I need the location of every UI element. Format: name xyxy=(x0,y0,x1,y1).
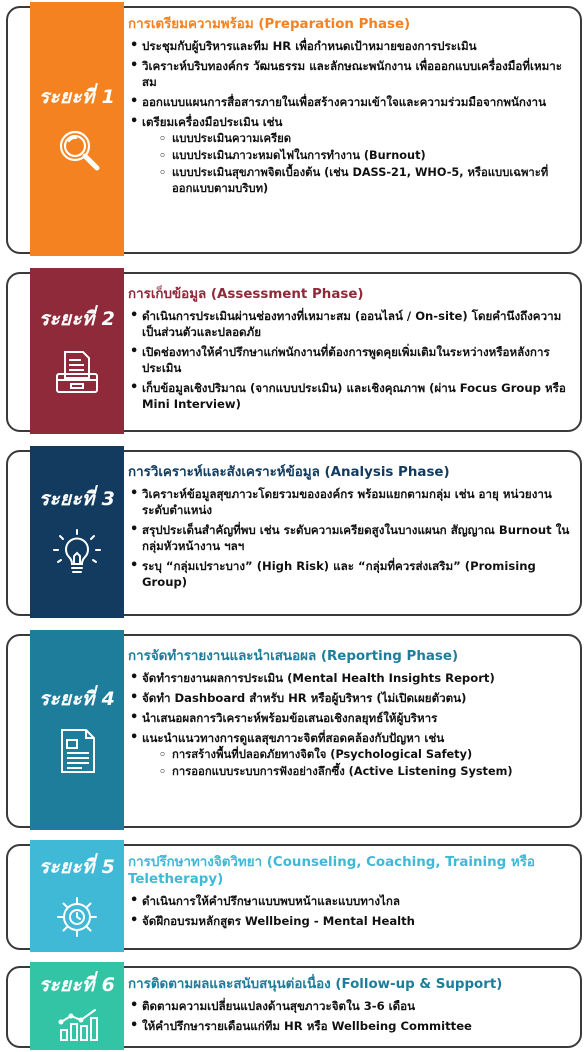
phase-3 xyxy=(0,446,585,618)
list-item: • นำเสนอผลการวิเคราะห์พร้อมข้อเสนอเชิงกลยุทธ์ให้ผู้บริหาร xyxy=(128,710,571,726)
list-item: • ระบุ “กลุ่มเปราะบาง” (High Risk) และ “กลุ่มที่ควรส่งเสริม” (Promising Group) xyxy=(128,558,571,590)
phase-label: ระยะที่ 5 xyxy=(38,856,116,878)
list-item: • ดำเนินการประเมินผ่านช่องทางที่เหมาะสม (ออนไลน์ / On-site) โดยคำนึงถึงความเป็นส่วนตัวและปลอดภัย xyxy=(128,308,571,340)
phase-title: การปรึกษาทางจิตวิทยา (Counseling, Coaching, Training หรือ Teletherapy) xyxy=(128,855,535,887)
list-item: • สรุปประเด็นสำคัญที่พบ เช่น ระดับความเครียดสูงในบางแผนก สัญญาณ Burnout ในกลุ่มหัวหน้างาน ฯลฯ xyxy=(128,522,571,554)
phase-label: ระยะที่ 4 xyxy=(38,688,116,710)
sub-list-item: ◦ การสร้างพื้นที่ปลอดภัยทางจิตใจ (Psychological Safety) xyxy=(142,747,571,763)
phase-4 xyxy=(0,630,585,830)
sub-list-item: ◦ การออกแบบระบบการฟังอย่างลึกซึ้ง (Active Listening System) xyxy=(142,764,571,780)
phase-label: ระยะที่ 1 xyxy=(38,86,116,108)
phase-tab xyxy=(30,446,124,618)
list-item: • ออกแบบแผนการสื่อสารภายในเพื่อสร้างความเข้าใจและความร่วมมือจากพนักงาน xyxy=(128,94,571,110)
phase-label: ระยะที่ 3 xyxy=(38,488,116,510)
list-item-text: เตรียมเครื่องมือประเมิน เช่น xyxy=(142,115,283,129)
phase-title: การวิเคราะห์และสังเคราะห์ข้อมูล (Analysis Phase) xyxy=(128,465,450,480)
phase-label: ระยะที่ 6 xyxy=(38,974,116,996)
phase-title: การจัดทำรายงานและนำเสนอผล (Reporting Phase) xyxy=(128,649,459,664)
phase-tab xyxy=(30,962,124,1050)
phase-6 xyxy=(0,962,585,1050)
sub-list-item: ◦ แบบประเมินสุขภาพจิตเบื้องต้น (เช่น DASS-21, WHO-5, หรือแบบเฉพาะที่ออกแบบตามบริบท) xyxy=(142,165,571,197)
phase-title: การติดตามผลและสนับสนุนต่อเนื่อง (Follow-up & Support) xyxy=(128,977,503,992)
phase-tab xyxy=(30,268,124,434)
phase-items xyxy=(128,998,571,1034)
list-item: • ประชุมกับผู้บริหารและทีม HR เพื่อกำหนดเป้าหมายของการประเมิน xyxy=(128,38,571,54)
lightbulb-icon xyxy=(50,526,104,580)
phase-2 xyxy=(0,268,585,434)
list-item: • ติดตามความเปลี่ยนแปลงด้านสุขภาวะจิตใน 3-6 เดือน xyxy=(128,998,571,1014)
phase-title: การเก็บข้อมูล (Assessment Phase) xyxy=(128,287,364,302)
list-item: • วิเคราะห์ข้อมูลสุขภาวะโดยรวมขององค์กร พร้อมแยกตามกลุ่ม เช่น อายุ หน่วยงาน ระดับตำแหน่ง xyxy=(128,486,571,518)
list-item: • ให้คำปรึกษารายเดือนแก่ทีม HR หรือ Wellbeing Committee xyxy=(128,1018,571,1034)
list-item: • จัดฝึกอบรมหลักสูตร Wellbeing - Mental Health xyxy=(128,913,571,929)
sub-list-item: ◦ แบบประเมินความเครียด xyxy=(142,131,571,147)
sub-list-item: ◦ แบบประเมินภาวะหมดไฟในการทำงาน (Burnout) xyxy=(142,148,571,164)
phase-label: ระยะที่ 2 xyxy=(38,308,116,330)
phase-content xyxy=(128,286,571,416)
phase-items xyxy=(128,308,571,412)
list-item: • จัดทำรายงานผลการประเมิน (Mental Health Insights Report) xyxy=(128,670,571,686)
list-item: • เปิดช่องทางให้คำปรึกษาแก่พนักงานที่ต้องการพูดคุยเพิ่มเติมในระหว่างหรือหลังการประเมิน xyxy=(128,344,571,376)
report-icon xyxy=(52,726,102,776)
phase-content xyxy=(128,854,571,933)
phase-items xyxy=(128,486,571,590)
list-item xyxy=(128,114,571,197)
magnifier-icon xyxy=(51,124,103,176)
list-item: • ดำเนินการให้คำปรึกษาแบบพบหน้าและแบบทางไกล xyxy=(128,893,571,909)
phase-tab xyxy=(30,840,124,952)
phase-content xyxy=(128,464,571,594)
list-item: • เก็บข้อมูลเชิงปริมาณ (จากแบบประเมิน) และเชิงคุณภาพ (ผ่าน Focus Group หรือ Mini Interview) xyxy=(128,380,571,412)
phase-content xyxy=(128,648,571,784)
phase-1 xyxy=(0,2,585,256)
growth-chart-icon xyxy=(55,1006,99,1042)
sub-list xyxy=(142,131,571,197)
phase-content xyxy=(128,16,571,201)
phase-tab xyxy=(30,630,124,830)
phase-items xyxy=(128,670,571,780)
gear-clock-icon xyxy=(54,894,100,940)
phase-content xyxy=(128,976,571,1038)
phase-items xyxy=(128,38,571,197)
list-item xyxy=(128,730,571,780)
sub-list xyxy=(142,747,571,780)
phase-items xyxy=(128,893,571,929)
document-tray-icon xyxy=(51,346,103,398)
list-item: • วิเคราะห์บริบทองค์กร วัฒนธรรม และลักษณะพนักงาน เพื่อออกแบบเครื่องมือที่เหมาะสม xyxy=(128,58,571,90)
phase-5 xyxy=(0,840,585,952)
list-item-text: แนะนำแนวทางการดูแลสุขภาวะจิตที่สอดคล้องกับปัญหา เช่น xyxy=(142,731,445,745)
list-item: • จัดทำ Dashboard สำหรับ HR หรือผู้บริหาร (ไม่เปิดเผยตัวตน) xyxy=(128,690,571,706)
phase-tab xyxy=(30,2,124,256)
phase-title: การเตรียมความพร้อม (Preparation Phase) xyxy=(128,17,411,32)
